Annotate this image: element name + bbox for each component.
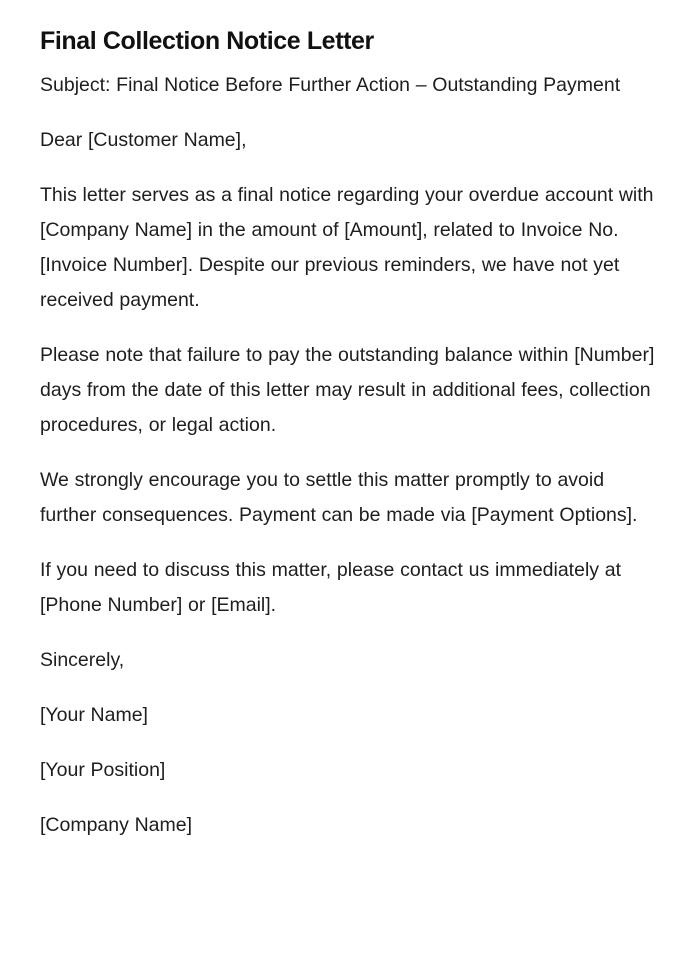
body-paragraph-payment-options: We strongly encourage you to settle this matter promptly to avoid further consequences. Payment can be made via [Payment Options]. <box>40 469 638 526</box>
body-paragraph-contact: If you need to discuss this matter, please contact us immediately at [Phone Number] or [Email]. <box>40 559 622 616</box>
body-paragraph-consequences: Please note that failure to pay the outstanding balance within [Number] days from the date of this letter may result in additional fees, collection procedures, or legal action. <box>40 344 655 436</box>
closing: Sincerely, <box>40 649 125 671</box>
subject-line: Subject: Final Notice Before Further Action – Outstanding Payment <box>40 74 621 96</box>
salutation: Dear [Customer Name], <box>40 129 247 151</box>
signature-company: [Company Name] <box>40 814 193 836</box>
signature-position: [Your Position] <box>40 759 166 781</box>
document-title: Final Collection Notice Letter <box>40 27 374 55</box>
body-paragraph-overdue-notice: This letter serves as a final notice regarding your overdue account with [Company Name] in the amount of [Amount], related to Invoice No. [Invoice Number]. Despite our previous reminders, we have not yet received payment. <box>40 184 654 311</box>
signature-name: [Your Name] <box>40 704 148 726</box>
